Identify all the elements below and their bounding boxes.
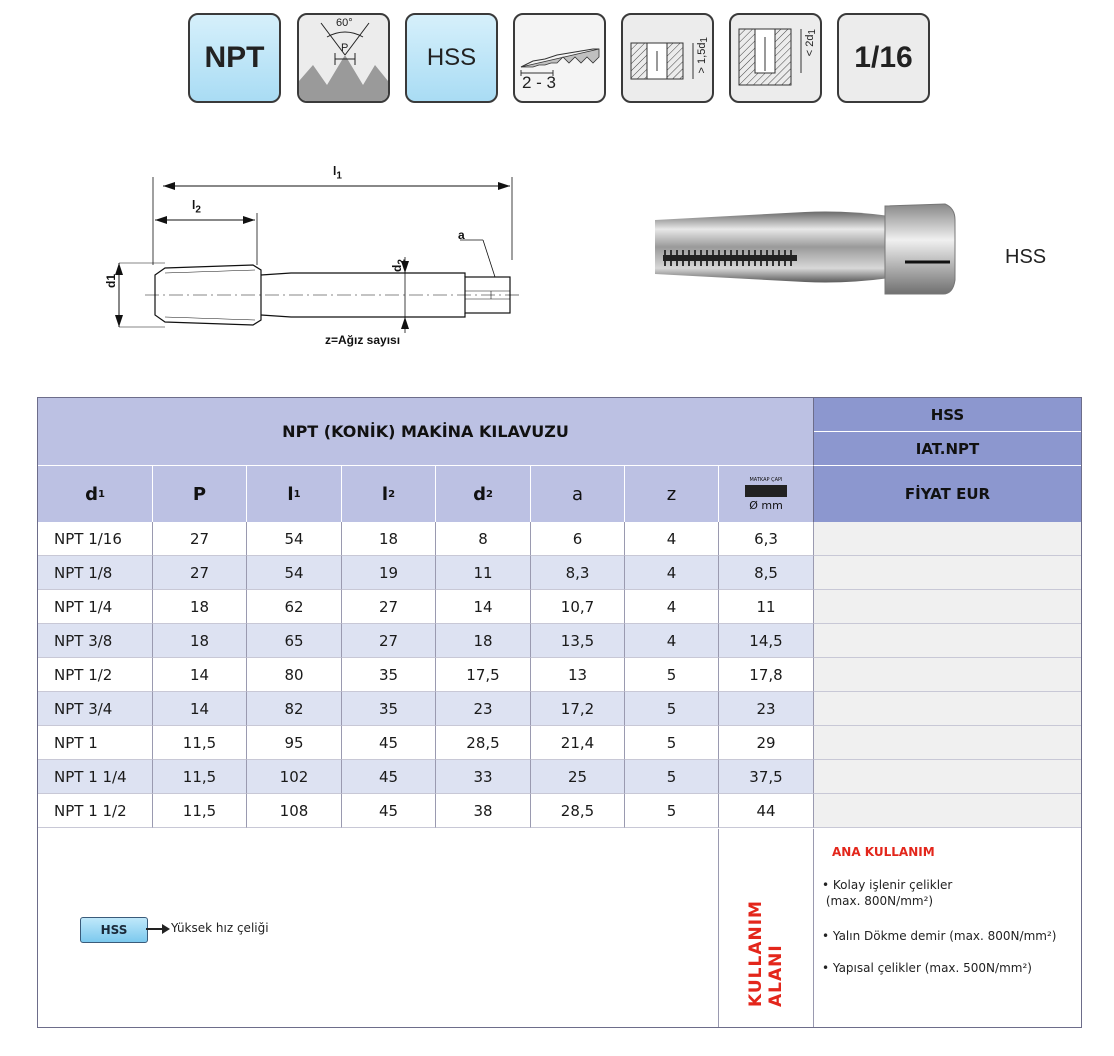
table-cell: 13,5 [531, 624, 625, 658]
table-cell: 95 [247, 726, 342, 760]
icon-thread-type [188, 13, 281, 103]
table-cell: 6 [531, 522, 625, 556]
drill-caption: MATKAP ÇAPI [749, 476, 783, 483]
a-label: a [458, 228, 465, 242]
table-cell: 25 [531, 760, 625, 794]
table-cell: 14,5 [719, 624, 814, 658]
col-header-d2: d 2 [436, 466, 531, 522]
table-cell: 27 [153, 522, 247, 556]
table-cell: 4 [625, 522, 719, 556]
table-cell: 21,4 [531, 726, 625, 760]
table-cell: 14 [436, 590, 531, 624]
table-cell: 13 [531, 658, 625, 692]
table-cell: 5 [625, 760, 719, 794]
table-row [38, 590, 1081, 624]
table-cell: 62 [247, 590, 342, 624]
table-cell: 5 [625, 658, 719, 692]
through-depth-label: > $1,5d_1$ [696, 37, 711, 74]
icon-blind-hole [729, 13, 822, 103]
table-cell: 45 [342, 726, 436, 760]
table-cell: 54 [247, 522, 342, 556]
icon-chamfer [513, 13, 606, 103]
table-cell: 5 [625, 692, 719, 726]
table-cell: 23 [719, 692, 814, 726]
table-cell: 11 [436, 556, 531, 590]
table-cell: 65 [247, 624, 342, 658]
pitch-label: P [341, 42, 349, 54]
l1-label: $l_1$ [333, 164, 342, 182]
table-cell: 29 [719, 726, 814, 760]
icon-size [837, 13, 930, 103]
d2-label: $d_2$ [390, 259, 408, 272]
legend-description: Yüksek hız çeliği [171, 921, 269, 935]
table-cell: NPT 3/4 [38, 692, 153, 726]
table-row [38, 726, 1081, 760]
usage-area [814, 829, 1081, 1027]
price-cell [814, 590, 1081, 624]
icon-material [405, 13, 498, 103]
usage-title: ANA KULLANIM [832, 845, 935, 859]
usage-item-1: • Kolay işlenir çelikler (max. 800N/mm²) [822, 878, 953, 908]
table-cell: NPT 1 1/2 [38, 794, 153, 828]
table-cell: 17,8 [719, 658, 814, 692]
usage-vertical-text: KULLANIM ALANI [746, 900, 786, 1007]
usage-item-2: • Yalın Dökme demir (max. 800N/mm²) [822, 929, 1057, 943]
table-cell: 14 [153, 692, 247, 726]
l2-label: $l_2$ [192, 198, 201, 216]
table-row [38, 794, 1081, 828]
d1-label: d1 [104, 273, 118, 288]
col-header-z: z [625, 466, 719, 522]
drill-unit: Ø mm [749, 498, 783, 512]
size-label: 1/16 [854, 41, 913, 74]
table-cell: 8 [436, 522, 531, 556]
table-cell: 54 [247, 556, 342, 590]
table-cell: 14 [153, 658, 247, 692]
blind-hole-icon [731, 15, 820, 101]
table-cell: 17,2 [531, 692, 625, 726]
material-label: HSS [426, 44, 477, 71]
table-cell: 44 [719, 794, 814, 828]
table-cell: 27 [153, 556, 247, 590]
table-cell: 37,5 [719, 760, 814, 794]
tap-technical-drawing [105, 165, 525, 350]
table-cell: 35 [342, 658, 436, 692]
tap-product-image [655, 190, 960, 300]
icon-through-hole [621, 13, 714, 103]
usage-item-3: • Yapısal çelikler (max. 500N/mm²) [822, 961, 1032, 975]
thread-type-label: NPT [204, 41, 265, 74]
table-row [38, 692, 1081, 726]
col-header-p: P [153, 466, 247, 522]
table-cell: NPT 1/2 [38, 658, 153, 692]
table-cell: 4 [625, 556, 719, 590]
icon-thread-angle [297, 13, 390, 103]
z-note: z=Ağız sayısı [325, 333, 401, 347]
price-cell [814, 624, 1081, 658]
legend-arrowhead [162, 924, 170, 934]
table-cell: 11,5 [153, 760, 247, 794]
table-cell: 19 [342, 556, 436, 590]
table-cell: 4 [625, 624, 719, 658]
table-cell: 11,5 [153, 794, 247, 828]
chamfer-label: 2 - 3 [522, 73, 557, 92]
price-cell [814, 556, 1081, 590]
price-header: FİYAT EUR [814, 466, 1081, 522]
table-cell: 33 [436, 760, 531, 794]
price-cell [814, 692, 1081, 726]
table-cell: 82 [247, 692, 342, 726]
price-cell [814, 658, 1081, 692]
table-cell: 18 [436, 624, 531, 658]
table-cell: 11 [719, 590, 814, 624]
col-header-a: a [531, 466, 625, 522]
table-cell: NPT 1/8 [38, 556, 153, 590]
table-cell: 35 [342, 692, 436, 726]
price-cell [814, 794, 1081, 828]
table-row [38, 522, 1081, 556]
table-cell: 4 [625, 590, 719, 624]
table-row [38, 556, 1081, 590]
table-cell: NPT 3/8 [38, 624, 153, 658]
table-cell: NPT 1/16 [38, 522, 153, 556]
col-header-d1: d 1 [38, 466, 153, 522]
table-row [38, 760, 1081, 794]
table-cell: 27 [342, 624, 436, 658]
table-cell: 8,3 [531, 556, 625, 590]
table-cell: 28,5 [531, 794, 625, 828]
col-header-l1: l 1 [247, 466, 342, 522]
legend-area [38, 829, 719, 1027]
table-row [38, 624, 1081, 658]
table-cell: 108 [247, 794, 342, 828]
table-cell: 102 [247, 760, 342, 794]
col-header-l2: l 2 [342, 466, 436, 522]
table-cell: 18 [153, 624, 247, 658]
table-cell: 10,7 [531, 590, 625, 624]
product-material-label: HSS [1005, 246, 1047, 268]
table-cell: 11,5 [153, 726, 247, 760]
table-cell: 23 [436, 692, 531, 726]
table-title: NPT (KONİK) MAKİNA KILAVUZU [38, 398, 814, 466]
table-cell: 18 [153, 590, 247, 624]
table-cell: 18 [342, 522, 436, 556]
table-cell: 45 [342, 794, 436, 828]
table-cell: 27 [342, 590, 436, 624]
table-cell: 80 [247, 658, 342, 692]
table-cell: 5 [625, 726, 719, 760]
table-cell: NPT 1/4 [38, 590, 153, 624]
angle-label: 60° [336, 17, 353, 29]
table-cell: 17,5 [436, 658, 531, 692]
table-cell: NPT 1 1/4 [38, 760, 153, 794]
spec-table [37, 397, 1082, 1028]
price-cell [814, 760, 1081, 794]
usage-side-label [719, 829, 814, 1027]
table-cell: 5 [625, 794, 719, 828]
table-cell: 8,5 [719, 556, 814, 590]
table-cell: 45 [342, 760, 436, 794]
hss-legend-badge: HSS [80, 917, 148, 943]
drill-icon [745, 485, 787, 497]
table-cell: 38 [436, 794, 531, 828]
table-row [38, 658, 1081, 692]
price-cell [814, 522, 1081, 556]
material-header: HSS [814, 398, 1081, 432]
price-cell [814, 726, 1081, 760]
blind-depth-label: < $2d_1$ [804, 29, 819, 57]
table-cell: NPT 1 [38, 726, 153, 760]
col-header-drill [719, 466, 814, 522]
table-cell: 6,3 [719, 522, 814, 556]
table-cell: 28,5 [436, 726, 531, 760]
product-code-header: IAT.NPT [814, 432, 1081, 466]
